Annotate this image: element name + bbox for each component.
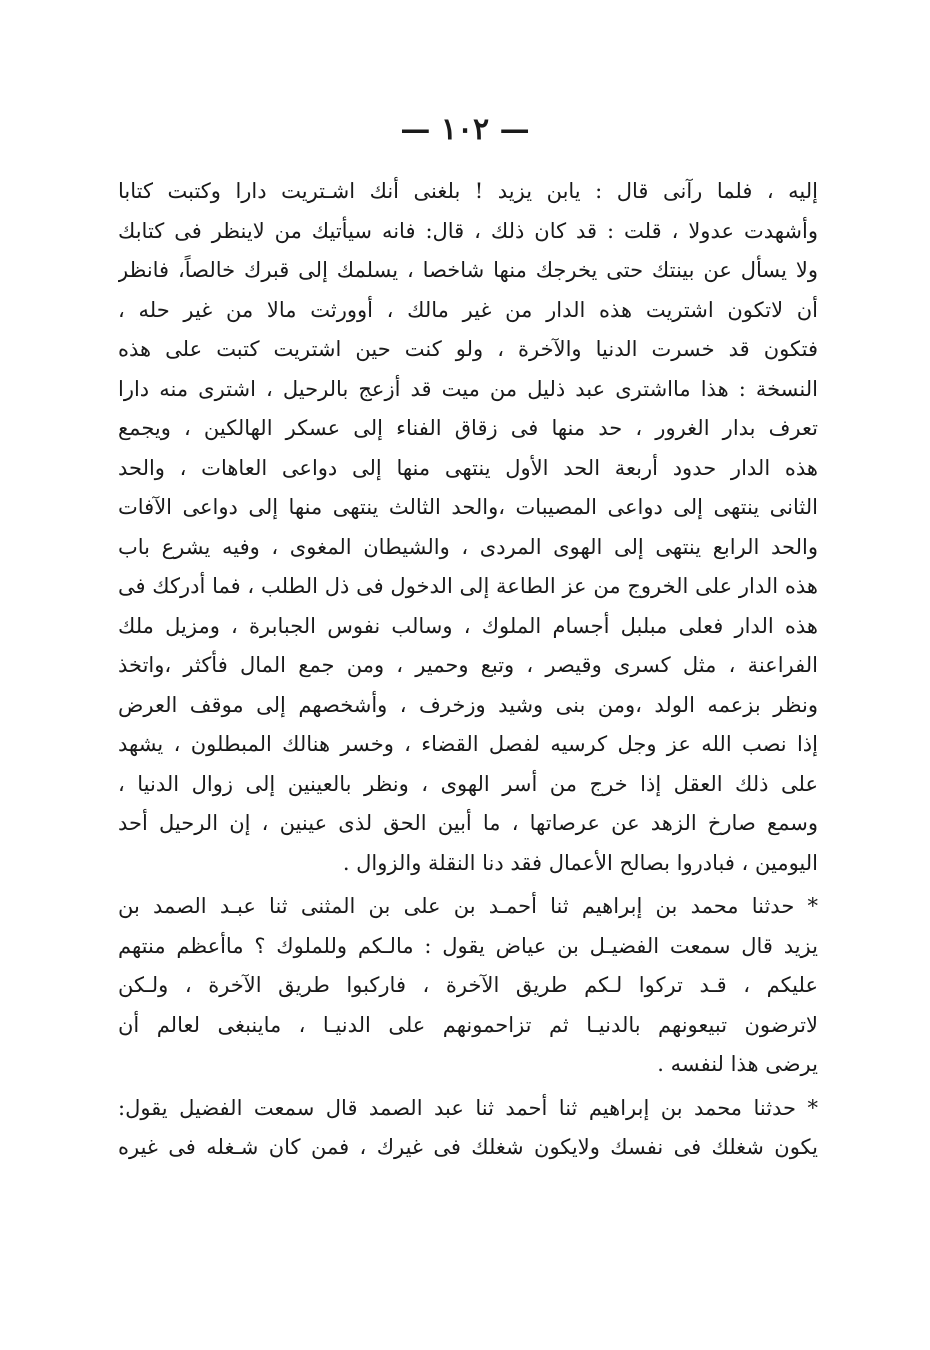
text-line: وسمع صارخ الزهد عن عرصاتها ، ما أبين الحق لذى عينين ، إن الرحيل أحد — [118, 811, 818, 835]
text-line: على ذلك العقل إذا خرج من أسر الهوى ، ونظر بالعينين إلى زوال الدنيا ، — [118, 771, 818, 796]
text-line: النسخة : هذا مااشترى عبد ذليل من ميت قد أزعج بالرحيل ، اشترى منه دارا — [118, 376, 818, 401]
text-line: يرضى هذا لنفسه . — [657, 1052, 818, 1076]
text-line: ولا يسأل عن بينتك حتى يخرجك منها شاخصا ، يسلمك إلى قبرك خالصاً، فانظر — [118, 258, 818, 282]
text-line: إذا نصب الله عز وجل كرسيه لفصل القضاء ، وخسر هنالك المبطلون ، يشهد — [118, 732, 818, 756]
page-number: — ١٠٢ — — [400, 112, 530, 147]
text-line: إليه ، فلما رآنى قال : يابن يزيد ! بلغنى أنك اشـتريت دارا وكتبت كتابا — [118, 179, 818, 203]
text-line: وأشهدت عدولا ، قلت : قد كان ذلك ، قال: فانه سيأتيك من لاينظر فى كتابك — [118, 218, 818, 243]
paragraph-1 — [118, 172, 818, 883]
text-line: الثانى ينتهى إلى دواعى المصيبات ،والحد الثالث ينتهى منها إلى دواعى الآفات — [118, 495, 818, 519]
text-line: عليكم ، قـد تركوا لـكم طريق الآخرة ، فاركبوا طريق الآخرة ، ولـكن — [118, 973, 818, 997]
text-line: يزيد قال سمعت الفضيـل بن عياض يقول : مالـكم وللملوك ؟ ماأعظم منتهم — [118, 933, 818, 958]
text-line: هذه الدار حدود أربعة الحد الأول ينتهى منها إلى دواعى العاهات ، والحد — [118, 455, 818, 480]
body-text — [118, 172, 818, 1168]
text-line: ونظر بزعمه الولد ،ومن بنى وشيد وزخرف ، وأشخصهم إلى موقف العرض — [118, 692, 818, 717]
text-line: هذه الدار فعلى مبلبل أجسام الملوك ، وسالب نفوس الجبابرة ، ومزيل ملك — [118, 613, 818, 638]
text-line: الفراعنة ، مثل كسرى وقيصر ، وتبع وحمير ، ومن جمع المال فأكثر ،واتخذ — [118, 653, 818, 677]
text-line: * حدثنا محمد بن إبراهيم ثنا أحمد ثنا عبد الصمد قال سمعت الفضيل يقول: — [118, 1095, 818, 1120]
text-line: يكون شغلك فى نفسك ولايكون شغلك فى غيرك ، فمن كان شـغله فى غيره — [118, 1135, 818, 1159]
text-line: اليومين ، فبادروا بصالح الأعمال فقد دنا النقلة والزوال . — [342, 850, 818, 875]
text-line: هذه الدار على الخروج من عز الطاعة إلى الدخول فى ذل الطلب ، فما أدركك فى — [118, 574, 818, 598]
text-line: والحد الرابع ينتهى إلى الهوى المردى ، والشيطان المغوى ، وفيه يشرع باب — [118, 534, 818, 559]
text-line: لاترضون تبيعونهم بالدنيـا ثم تزاحمونهم على الدنيـا ، ماينبغى لعالم أن — [118, 1012, 818, 1037]
paragraph-2 — [118, 887, 818, 1085]
paragraph-3 — [118, 1089, 818, 1168]
text-line: أن لاتكون اشتريت هذه الدار من غير مالك ، أوورثت مالا من غير حله ، — [118, 297, 818, 322]
text-line: فتكون قد خسرت الدنيا والآخرة ، ولو كنت حين اشتريت كتبت على هذه — [118, 337, 818, 361]
text-line: تعرف بدار الغرور ، حد منها فى زقاق الفناء إلى عسكر الهالكين ، ويجمع — [118, 416, 818, 440]
text-line: * حدثنا محمد بن إبراهيم ثنا أحمـد بن على بن المثنى ثنا عبـد الصمد بن — [118, 894, 818, 918]
